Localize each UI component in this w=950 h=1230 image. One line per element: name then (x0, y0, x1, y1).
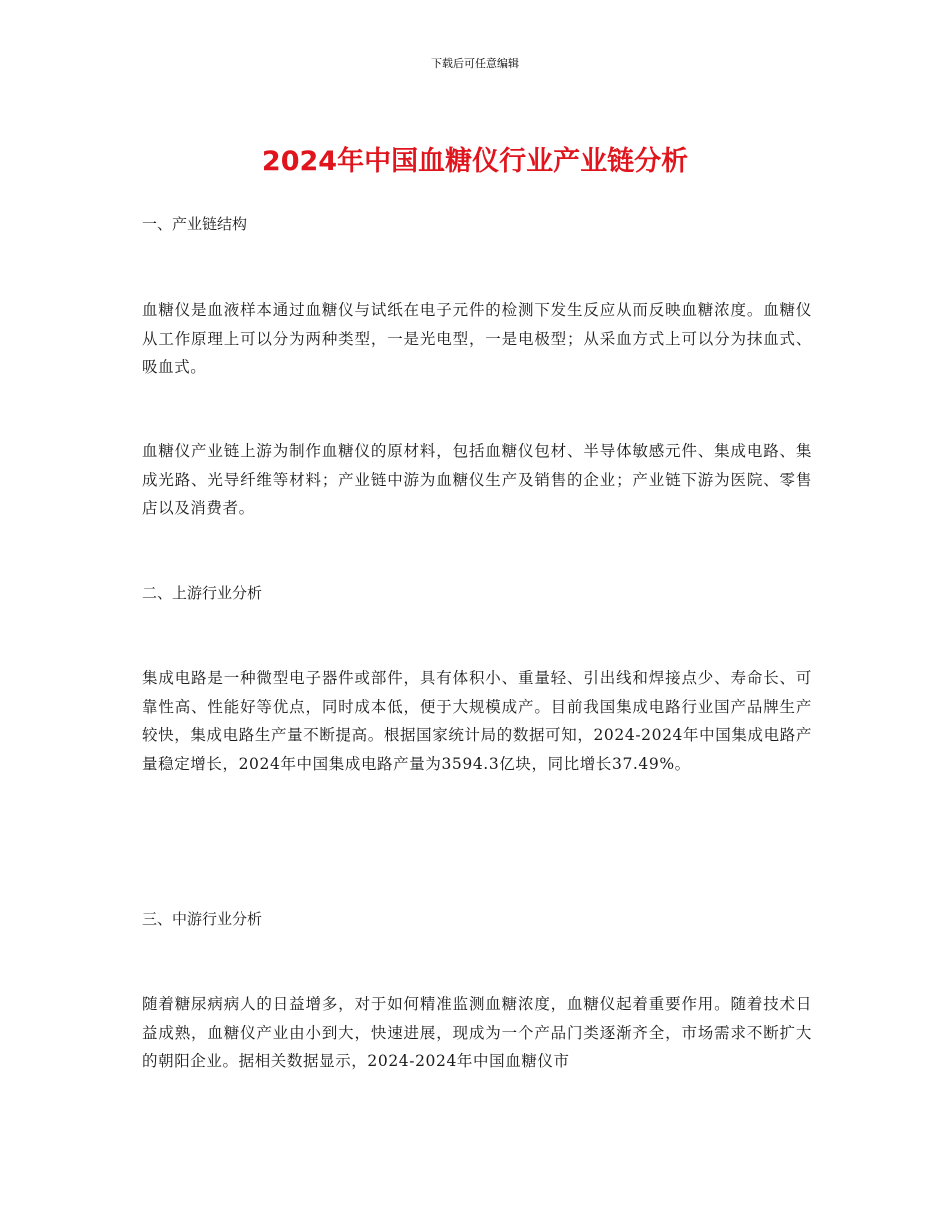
section-heading-industry-chain-structure: 一、产业链结构 (142, 215, 248, 233)
paragraph-industry-chain-overview: 血糖仪产业链上游为制作血糖仪的原材料，包括血糖仪包材、半导体敏感元件、集成电路、集成光路、光导纤维等材料；产业链中游为血糖仪生产及销售的企业；产业链下游为医院、零售店以及消费者。 (142, 442, 812, 517)
section-heading-midstream-analysis: 三、中游行业分析 (142, 910, 263, 928)
header-note: 下载后可任意编辑 (431, 57, 519, 70)
paragraph-midstream-market: 随着糖尿病病人的日益增多，对于如何精准监测血糖浓度，血糖仪起着重要作用。随着技术日益成熟，血糖仪产业由小到大，快速进展，现成为一个产品门类逐渐齐全，市场需求不断扩大的朝阳企业。据相关数据显示，2024-2024年中国血糖仪市 (142, 995, 812, 1070)
document-title: 2024年中国血糖仪行业产业链分析 (261, 146, 689, 177)
section-heading-upstream-analysis: 二、上游行业分析 (142, 584, 263, 602)
paragraph-integrated-circuits: 集成电路是一种微型电子器件或部件，具有体积小、重量轻、引出线和焊接点少、寿命长、可靠性高、性能好等优点，同时成本低，便于大规模成产。目前我国集成电路行业国产品牌生产较快，集成电路生产量不断提高。根据国家统计局的数据可知，2024-2024年中国集成电路产量稳定增长，2024年中国集成电路产量为3594.3亿块，同比增长37.49%。 (142, 669, 812, 773)
paragraph-glucose-meter-definition: 血糖仪是血液样本通过血糖仪与试纸在电子元件的检测下发生反应从而反映血糖浓度。血糖仪从工作原理上可以分为两种类型，一是光电型，一是电极型；从采血方式上可以分为抹血式、吸血式。 (142, 301, 812, 376)
